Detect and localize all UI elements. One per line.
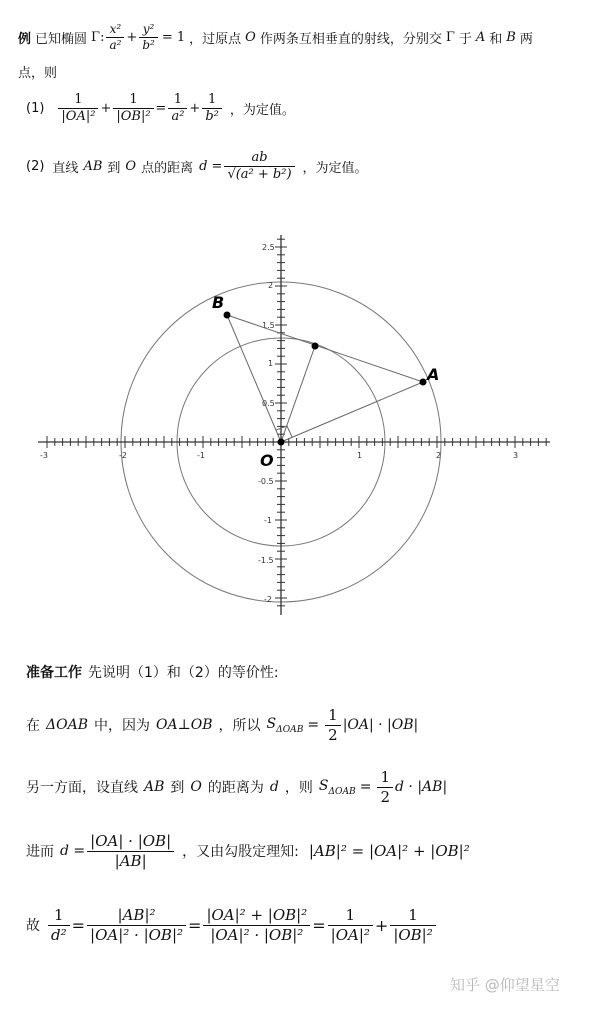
s-letter: S [318,777,329,794]
text-segment: 直线 [52,161,79,177]
equals-sign: = [312,915,326,935]
s-letter: S [266,715,277,732]
text-segment: ，又由勾股定理知: [182,844,299,861]
point-b-dot [224,312,231,319]
text-segment: ，所以 [218,718,261,735]
plus-sign: + [126,30,138,45]
y-tick-label: -2 [264,595,272,604]
point-o: O [125,159,137,175]
distance-d: d = [199,159,223,175]
frac-1-a2 [168,92,187,126]
point-a: A [475,30,486,45]
frac-1-d2 [48,906,70,945]
frac-y-over-b [139,22,158,53]
frac-num: y² [139,22,158,38]
frac-distance [87,832,174,871]
area-line-1 [26,706,418,745]
text-segment: 故 [26,918,40,935]
frac-sum [203,906,310,945]
text-segment: ，为定值。 [229,103,295,119]
distance-d: d [269,779,279,796]
point-h-dot [312,343,319,350]
distance-d: d = [60,843,86,860]
text-segment: 在 [26,718,40,735]
colon: : [100,30,105,45]
frac-num: 1 [168,92,187,109]
segment-ob [227,315,281,442]
y-tick-label: 1.5 [262,321,275,330]
pythagoras-eq: |AB|² = |OA|² + |OB|² [308,842,470,861]
label-a: A [427,365,440,384]
frac-1-ob [113,92,153,126]
label-o: O [260,451,274,470]
area-symbol [319,778,356,797]
text-segment: 点，则 [18,66,58,81]
frac-num: |AB|² [87,906,186,926]
frac-num: |OA|² + |OB|² [203,906,310,926]
ellipse-figure [0,220,600,630]
area-symbol [267,716,304,735]
text-segment: 于 [458,32,472,47]
frac-den: b² [142,38,155,52]
perp-relation: OA⊥OB [156,717,213,734]
prep-line [26,662,279,682]
segment-oh [281,346,315,442]
item-label: (1) [26,101,45,117]
x-tick-label: -3 [40,451,48,460]
example-intro: 已知椭圆 [35,32,88,47]
frac-den: |OA|² · |OB|² [90,925,184,944]
equals-sign: = [155,101,167,117]
segment-ab: AB [83,159,103,175]
equals-one: = 1 [161,30,186,45]
frac-ab-root [224,150,294,184]
frac-half [325,706,341,745]
s-subscript: ΔOAB [276,724,304,735]
frac-num: ab [224,150,294,167]
example-line-2 [18,62,57,81]
frac-den: |OA|² [330,925,370,944]
segment-oa [281,382,423,442]
frac-den: b² [205,109,219,125]
x-tick-label: 3 [513,451,519,460]
frac-num: 1 [377,768,393,788]
text-segment: ，为定值。 [302,161,368,177]
frac-num: 1 [48,906,70,926]
area-line-2 [26,768,447,807]
y-tick-label: 2.5 [262,243,275,252]
frac-ab2 [87,906,186,945]
text-segment: 到 [107,161,121,177]
frac-1-b2 [202,92,222,126]
equals-sign: = [359,779,372,796]
text-segment: 的距离为 [207,780,264,797]
frac-num: 1 [390,906,435,926]
equals-sign: = [307,717,320,734]
x-tick-label: 1 [357,451,363,460]
text-segment: 中，因为 [94,718,150,735]
text-segment: 到 [170,780,185,797]
area-rhs: |OA| · |OB| [342,717,419,734]
prep-text: 先说明（1）和（2）的等价性: [88,665,279,681]
text-segment: 另一方面，设直线 [26,780,138,797]
text-segment: 点的距离 [141,161,194,177]
text-segment: ，则 [284,780,313,797]
frac-den: 2 [380,787,391,806]
area-rhs: d · |AB| [395,779,448,796]
text-segment: 和 [489,32,503,47]
y-tick-label: 1 [268,359,274,368]
plus-sign: + [189,101,201,117]
frac-1-oa [58,92,98,126]
point-o: O [245,30,256,45]
x-tick-label: 2 [436,451,442,460]
x-tick-label: -2 [119,451,127,460]
point-a-dot [420,379,427,386]
frac-den: d² [51,925,67,944]
frac-den: a² [109,38,122,52]
example-lead: 例 [18,32,32,47]
point-o: O [190,779,202,796]
y-tick-label: -1 [264,516,272,525]
frac-num: x² [106,22,124,38]
label-b: B [212,293,225,312]
plus-sign: + [100,101,112,117]
item-label: (2) [26,159,45,175]
frac-den: a² [171,109,185,125]
text-segment: ，过原点 [189,32,242,47]
equals-sign: = [71,915,86,935]
triangle-oab: ΔOAB [46,717,88,734]
text-segment: 两 [519,32,533,47]
frac-den: |AB| [114,851,147,870]
y-tick-label: -1.5 [258,556,274,565]
frac-num: |OA| · |OB| [87,832,174,852]
frac-num: 1 [58,92,98,109]
frac-1-oa2 [328,906,373,945]
conclusion-line [26,906,438,945]
watermark: 知乎 @仰望星空 [450,976,560,994]
frac-num: 1 [113,92,153,109]
frac-num: 1 [328,906,373,926]
frac-den: |OA|² [61,109,96,125]
frac-num: 1 [202,92,222,109]
y-tick-label: 0.5 [262,399,275,408]
prep-title: 准备工作 [26,665,82,681]
point-o-dot [278,439,285,446]
text-segment: 进而 [26,844,54,861]
s-subscript: ΔOAB [328,786,356,797]
frac-den: √(a² + b²) [227,167,292,183]
example-line-1 [18,22,533,53]
segment-ab [227,315,423,382]
frac-den: 2 [328,725,338,744]
distance-line [26,832,470,871]
frac-half [377,768,393,807]
y-tick-label: -0.5 [258,477,274,486]
item-1 [26,92,295,126]
plus-sign: + [374,915,389,935]
frac-num: 1 [325,706,341,726]
text-segment: 作两条互相垂直的射线，分别交 [259,32,442,47]
point-b: B [506,30,516,45]
equals-sign: = [188,915,202,935]
gamma-symbol: Γ [91,30,101,45]
x-tick-label: -1 [197,451,205,460]
frac-x-over-a [106,22,124,53]
y-tick-label: 2 [268,281,274,290]
frac-den: |OB|² [116,109,151,125]
frac-1-ob2 [390,906,435,945]
gamma-symbol: Γ [445,30,455,45]
item-2 [26,150,368,184]
segment-ab: AB [144,779,165,796]
frac-den: |OB|² [393,925,433,944]
frac-den: |OA|² · |OB|² [210,925,304,944]
